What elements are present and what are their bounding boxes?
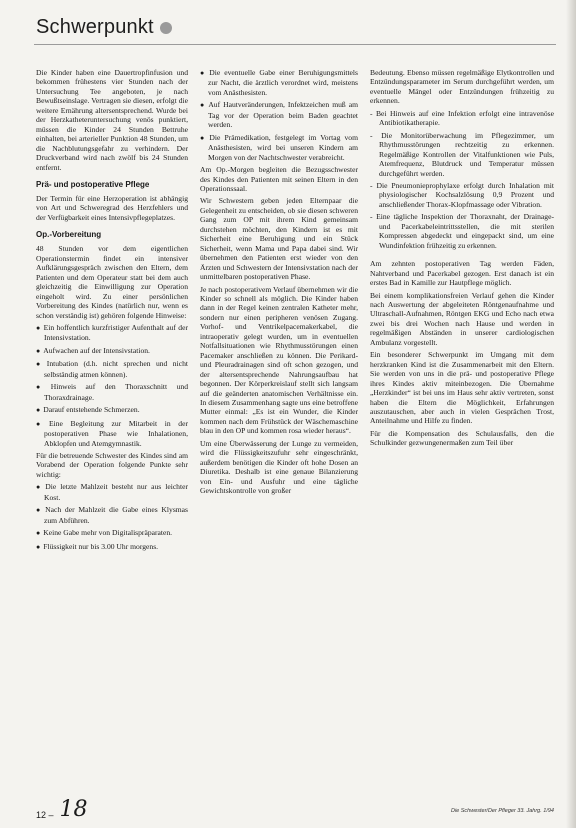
bullet-item: ● Nach der Mahlzeit die Gabe eines Klysmas zum Abführen.: [36, 505, 188, 525]
dash-item: - Bei Hinweis auf eine Infektion erfolgt eine intravenöse Antibiotikatherapie.: [370, 109, 554, 128]
paragraph: 48 Stunden vor dem eigentlichen Operationstermin findet ein intensiver Aufklärungsgespräch zwischen den Eltern, dem Patienten und dem Operateur statt bei dem auch gleichzeitig die Einwilligung zur Operation eingeholt wird. Zu einer persönlichen Vorbereitung des Kindes (natürlich nur, wenn es schon verständig ist) gehören folgende Hinweise:: [36, 244, 188, 320]
paragraph: Bei einem komplikationsfreien Verlauf gehen die Kinder nach Auswertung der abgeleiteten Röntgenaufnahme und Ultraschall-Aufnahmen, Röntgen EKG und Echo nach etwa zwei bis drei Wochen nach Hause und werden in regelmäßigen Abständen in unserer cardiologischen Ambulanz vorgestellt.: [370, 290, 554, 347]
paragraph: Wir Schwestern geben jeden Elternpaar die Gelegenheit zu entscheiden, ob sie diesen schweren Gang zum OP mit ihrem Kind gemeinsam durchstehen möchten, den Kindern ist es mit Sicherheit eine Beruhigung und ein Stück Sicherheit, wenn Mama und Papa dabei sind. Wir übernehmen den Patienten erst wieder von den Ärzten und Schwestern der Intensivstation nach der unmittelbaren postoperativen Phase.: [200, 196, 358, 282]
paragraph: Die Kinder haben eine Dauertropfinfusion und bekommen frühestens vier Stunden nach der Untersuchung Tee angeboten, je nach Bewußtseinslage. Vertragen sie diesen, erfolgt die weitere Ernährung altersentsprechend. Wurde bei der Herzkatheteruntersuchung venös punktiert, müssen die Kinder 24 Stunden Bettruhe einhalten, bei arterieller Punktion 48 Stunden, um die Nachblutungsgefahr zu verhindern. Der Druckverband wird nach zwölf bis 24 Stunden entfernt.: [36, 68, 188, 172]
paragraph: Für die Kompensation des Schulausfalls, den die Schulkinder gezwungenermaßen zum Teil über: [370, 428, 554, 448]
paragraph: Um eine Überwässerung der Lunge zu vermeiden, wird die Flüssigkeitszufuhr sehr eingeschränkt, außerdem benötigen die Kinder oft hohe Dosen an Diuretika. Deshalb ist eine genaue Bilanzierung von Ein- und Ausfuhr und eine tägliche Gewichtskontrolle von großer: [200, 438, 358, 496]
bullet-item: ● Keine Gabe mehr von Digitalispräparaten.: [36, 528, 188, 538]
paragraph: Ein besonderer Schwerpunkt im Umgang mit dem herzkranken Kind ist die Zusammenarbeit mit den Eltern. Sie werden von uns in die prä- und postoperative Pflege ihres Kindes aktiv miteinbezogen. Die Übernahme „Herzkinder“ ist bei uns im Haus sehr aktiv vertreten, sonst haben die Eltern die Möglichkeit, Erfahrungen auszutauschen, aber auch in vielen Gesprächen Trost, Anteilnahme und Hilfe zu finden.: [370, 350, 554, 426]
section-title: Schwerpunkt: [36, 15, 154, 38]
bullet-item: ● Die Prämedikation, festgelegt im Vortag vom Anästhesisten, wird bei unseren Kindern am Morgen von der Nachtschwester verabreicht.: [200, 133, 358, 162]
bullet-item: ● Auf Hautveränderungen, Infektzeichen muß am Tag vor der Operation beim Baden geachtet werden.: [200, 100, 358, 129]
paragraph: Bedeutung. Ebenso müssen regelmäßige Elytkontrollen und Entzündungsparameter im Serum durchgeführt werden, um eventuelle Mängel oder Entzündungen frühzeitig zu erkennen.: [370, 68, 554, 106]
paragraph: Für die betreuende Schwester des Kindes sind am Vorabend der Operation folgende Punkte sehr wichtig:: [36, 450, 188, 479]
bullet-item: ● Die eventuelle Gabe einer Beruhigungsmittels zur Nacht, die ärztlich verordnet wird, meistens vom Anästhesisten.: [200, 68, 358, 97]
journal-footer: Die Schwester/Der Pfleger 33. Jahrg. 1/94: [450, 808, 554, 814]
bullet-item: ● Ein hoffentlich kurzfristiger Aufenthalt auf der Intensivstation.: [36, 323, 188, 343]
subheading: Op.-Vorbereitung: [36, 230, 102, 240]
dash-item: - Eine tägliche Inspektion der Thoraxnaht, der Drainage- und Pacerkabeleintrittsstellen, die mit sterilen Kompressen abgedeckt und eingepackt sind, um eine Wundinfektion frühzeitig zu erkennen.: [370, 212, 554, 250]
dash-item: - Die Pneumonieprophylaxe erfolgt durch Inhalation mit physiologischer Kochsalzlösung 0,9 Prozent und anschließender Thorax-Klopfmassage oder Vibration.: [370, 181, 554, 209]
page-edge-shadow: [566, 0, 576, 828]
column-3: [370, 68, 554, 451]
paragraph: Je nach postoperativem Verlauf übernehmen wir die Kinder so schnell als möglich. Die Kinder haben dann in der Regel keinen zentralen Katheter mehr, sondern nur einen peripheren venösen Zugang. Vorhof- und Ventrikelpacemakerkabel, die intraoperativ gelegt wurden, um in eventuellen Notfallsituationen wie Rhythmusstörungen einen Pacemaker anschließen zu können. Die Perikard- und Pleuradrainagen sind oft schon gezogen, und der altersentsprechende Nahrungsaufbau hat begonnen. Der Körperkreislauf stellt sich langsam auf die geänderten anatomischen Verhältnisse ein. In diesem Zusammenhang sagte uns eine betroffene Mutter einmal: „Es ist ein Wunder, die Kinder kommen nach dem Frühstück der Wäschemaschine blau in den OP und kommen rosa wieder heraus“.: [200, 284, 359, 436]
subheading: Prä- und postoperative Pflege: [36, 179, 150, 189]
dash-item: - Die Monitorüberwachung im Pflegezimmer, um Rhythmusstörungen rechtzeitig zu erkennen. Regelmäßige Kontrollen der Vitalfunktionen wie Puls, Atemfrequenz, Blutdruck und Temperatur müssen durchgeführt werden.: [370, 131, 554, 178]
paragraph: Am zehnten postoperativen Tag werden Fäden, Nahtverband und Pacerkabel gezogen. Erst danach ist ein erstes Bad in Kamille zur Hautpflege möglich.: [370, 259, 554, 288]
section-header: [36, 14, 172, 40]
header-rule: [34, 44, 556, 45]
column-1: [36, 68, 188, 555]
page-number: [36, 797, 88, 822]
bullet-dot-icon: [160, 22, 172, 34]
bullet-item: ● Aufwachen auf der Intensivstation.: [36, 346, 188, 356]
handwritten-page-number: 18: [59, 797, 88, 822]
page-prefix: 12 –: [36, 810, 54, 820]
column-2: [200, 68, 358, 498]
bullet-item: ● Flüssigkeit nur bis 3.00 Uhr morgens.: [36, 542, 188, 552]
bullet-item: ● Intubation (d.h. nicht sprechen und nicht selbständig atmen können).: [36, 359, 188, 379]
bullet-item: ● Eine Begleitung zur Mitarbeit in der postoperativen Phase wie Inhalationen, Abklopfen und Atemgymnastik.: [36, 419, 188, 448]
bullet-item: ● Die letzte Mahlzeit besteht nur aus leichter Kost.: [36, 482, 188, 502]
bullet-item: ● Hinweis auf den Thoraxschnitt und Thoraxdrainage.: [36, 382, 188, 402]
bullet-item: ● Darauf entstehende Schmerzen.: [36, 405, 188, 415]
paragraph: Der Termin für eine Herzoperation ist abhängig von Art und Schweregrad des Herzfehlers und der Verfügbarkeit eines Intensivpflegeplatzes.: [36, 193, 188, 222]
paragraph: Am Op.-Morgen begleiten die Bezugsschwester des Kindes den Patienten mit seinen Eltern in den Operationssaal.: [200, 165, 358, 193]
